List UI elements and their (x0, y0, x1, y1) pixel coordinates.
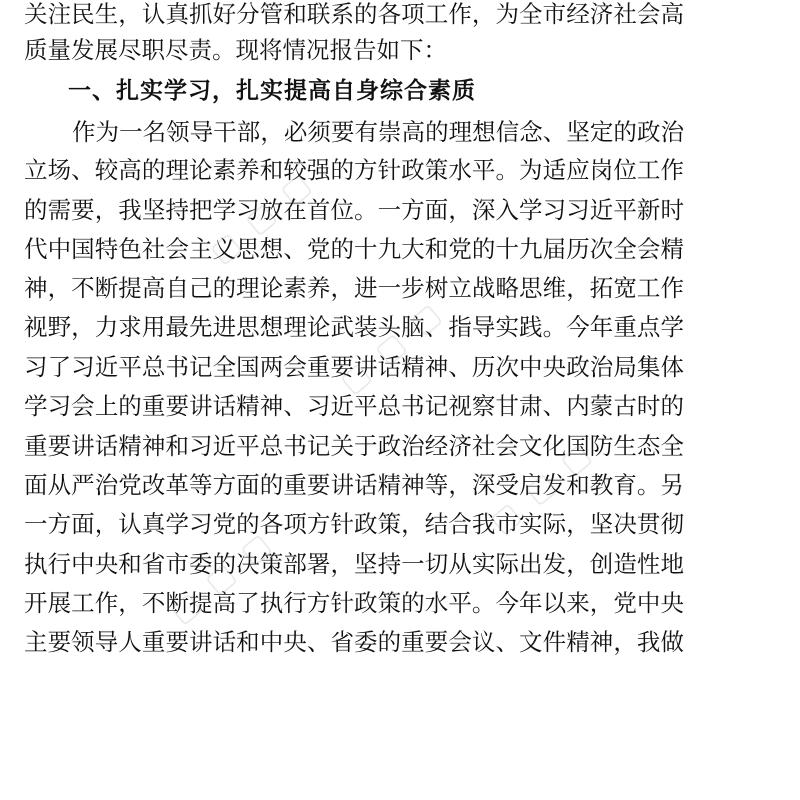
watermark-mark: ▢ ▢ ▢ (483, 434, 601, 541)
section-heading: 一、扎实学习，扎实提高自身综合素质 (68, 78, 476, 104)
paragraph-line: 视野，力求用最先进思想理论武装头脑、指导实践。今年重点学 (24, 313, 684, 341)
paragraph-line: 面从严治党改革等方面的重要讲话精神等，深受启发和教育。另 (24, 471, 684, 499)
paragraph-line: 习了习近平总书记全国两会重要讲话精神、历次中央政治局集体 (24, 353, 684, 381)
paragraph-line: 执行中央和省市委的决策部署，坚持一切从实际出发，创造性地 (24, 550, 684, 578)
paragraph-line: 主要领导人重要讲话和中央、省委的重要会议、文件精神，我做 (24, 628, 684, 656)
paragraph-line: 立场、较高的理论素养和较强的方针政策水平。为适应岗位工作 (24, 156, 684, 184)
watermark-mark: ▢ ▢ ▢ (203, 164, 321, 271)
paragraph-line: 关注民生，认真抓好分管和联系的各项工作，为全市经济社会高 (24, 0, 684, 28)
paragraph-line: 学习会上的重要讲话精神、习近平总书记视察甘肃、内蒙古时的 (24, 392, 684, 420)
paragraph-line: 开展工作，不断提高了执行方针政策的水平。今年以来，党中央 (24, 589, 684, 617)
paragraph-line: 重要讲话精神和习近平总书记关于政治经济社会文化国防生态全 (24, 432, 684, 460)
paragraph-line: 作为一名领导干部，必须要有崇高的理想信念、坚定的政治 (72, 118, 684, 146)
paragraph-line: 代中国特色社会主义思想、党的十九大和党的十九届历次全会精 (24, 235, 684, 263)
paragraph-line: 的需要，我坚持把学习放在首位。一方面，深入学习习近平新时 (24, 196, 684, 224)
watermark-mark: ▢ ▢ ▢ (163, 524, 281, 631)
paragraph-line: 神，不断提高自己的理论素养，进一步树立战略思维，拓宽工作 (24, 274, 684, 302)
paragraph-line: 一方面，认真学习党的各项方针政策，结合我市实际，坚决贯彻 (24, 510, 684, 538)
paragraph-line: 质量发展尽职尽责。现将情况报告如下： (24, 36, 447, 64)
watermark-mark: ▢ ▢ ▢ (333, 294, 451, 401)
